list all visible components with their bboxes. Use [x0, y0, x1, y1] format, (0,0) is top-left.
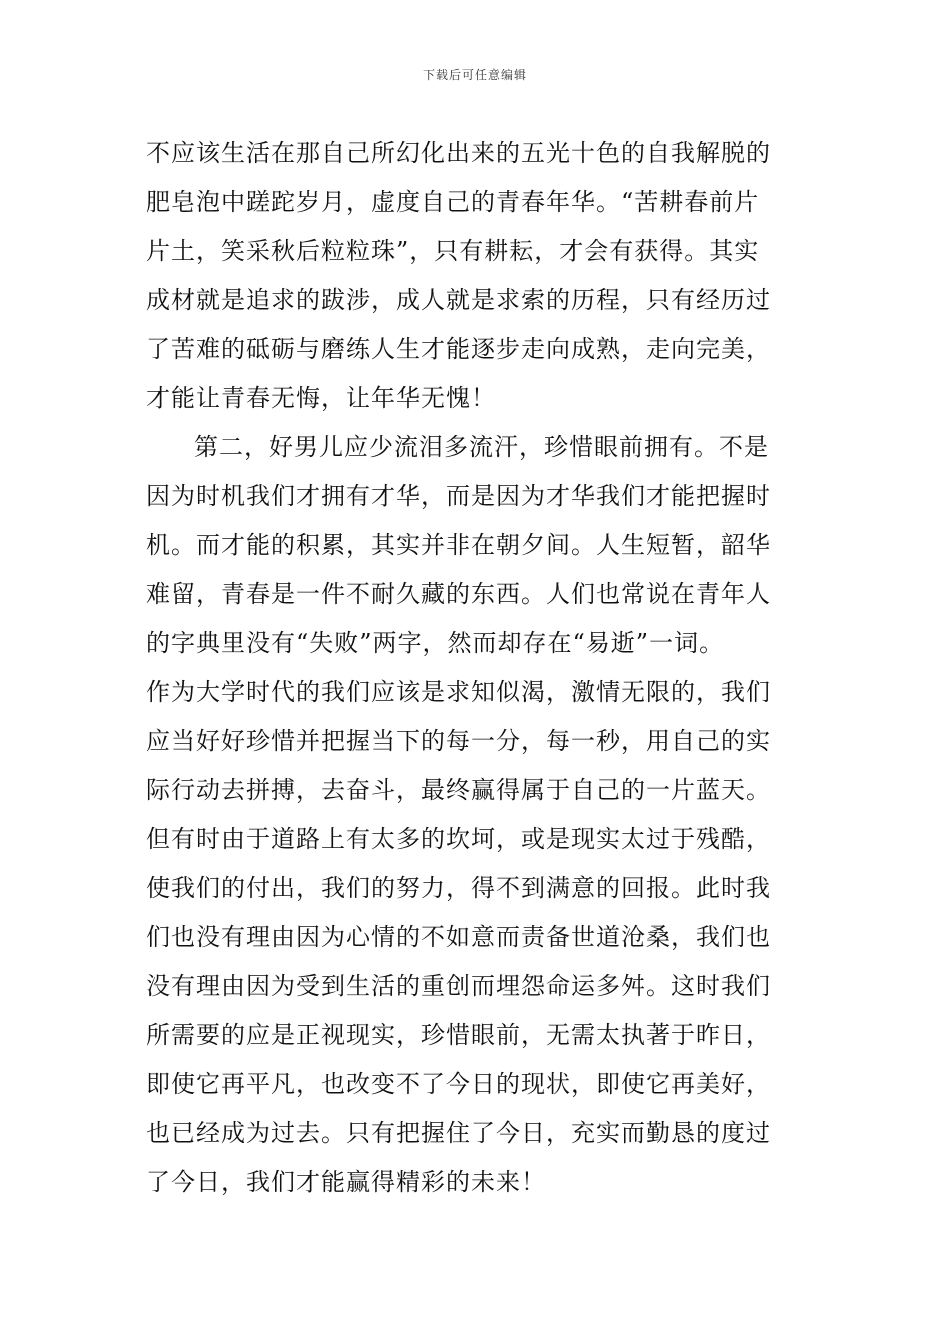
text-line: 机。而才能的积累，其实并非在朝夕间。人生短暂，韶华 [146, 531, 771, 559]
text-line: 际行动去拼搏，去奋斗，最终赢得属于自己的一片蓝天。 [146, 776, 771, 804]
text-line: 但有时由于道路上有太多的坎坷，或是现实太过于残酷， [146, 825, 771, 853]
text-line: 作为大学时代的我们应该是求知似渴，激情无限的，我们 [146, 678, 771, 706]
text-line: 的字典里没有“失败”两字，然而却存在“易逝”一词。 [146, 629, 725, 657]
text-line: 不应该生活在那自己所幻化出来的五光十色的自我解脱的 [146, 139, 771, 167]
document-body [146, 129, 808, 1207]
text-line: 也已经成为过去。只有把握住了今日，充实而勤恳的度过 [146, 1119, 771, 1147]
page-header: 下载后可任意编辑 [422, 68, 527, 82]
text-line: 了苦难的砥砺与磨练人生才能逐步走向成熟，走向完美， [146, 335, 771, 363]
text-line: 们也没有理由因为心情的不如意而责备世道沧桑，我们也 [146, 923, 771, 951]
text-line: 片土，笑采秋后粒粒珠”，只有耕耘，才会有获得。其实 [146, 237, 760, 265]
text-line: 即使它再平凡，也改变不了今日的现状，即使它再美好， [146, 1070, 771, 1098]
text-line: 因为时机我们才拥有才华，而是因为才华我们才能把握时 [146, 482, 771, 510]
text-line: 使我们的付出，我们的努力，得不到满意的回报。此时我 [146, 874, 771, 902]
text-line: 所需要的应是正视现实，珍惜眼前，无需太执著于昨日， [146, 1021, 771, 1049]
paragraph-start-line: 第二，好男儿应少流泪多流汗，珍惜眼前拥有。不是 [194, 433, 769, 461]
text-line: 肥皂泡中蹉跎岁月，虚度自己的青春年华。“苦耕春前片 [146, 188, 760, 216]
text-line: 才能让青春无悔，让年华无愧！ [146, 384, 496, 412]
text-line: 成材就是追求的跋涉，成人就是求索的历程，只有经历过 [146, 286, 771, 314]
text-line: 没有理由因为受到生活的重创而埋怨命运多舛。这时我们 [146, 972, 771, 1000]
text-line: 应当好好珍惜并把握当下的每一分，每一秒，用自己的实 [146, 727, 771, 755]
text-line: 了今日，我们才能赢得精彩的未来！ [146, 1168, 546, 1196]
text-line: 难留，青春是一件不耐久藏的东西。人们也常说在青年人 [146, 580, 771, 608]
